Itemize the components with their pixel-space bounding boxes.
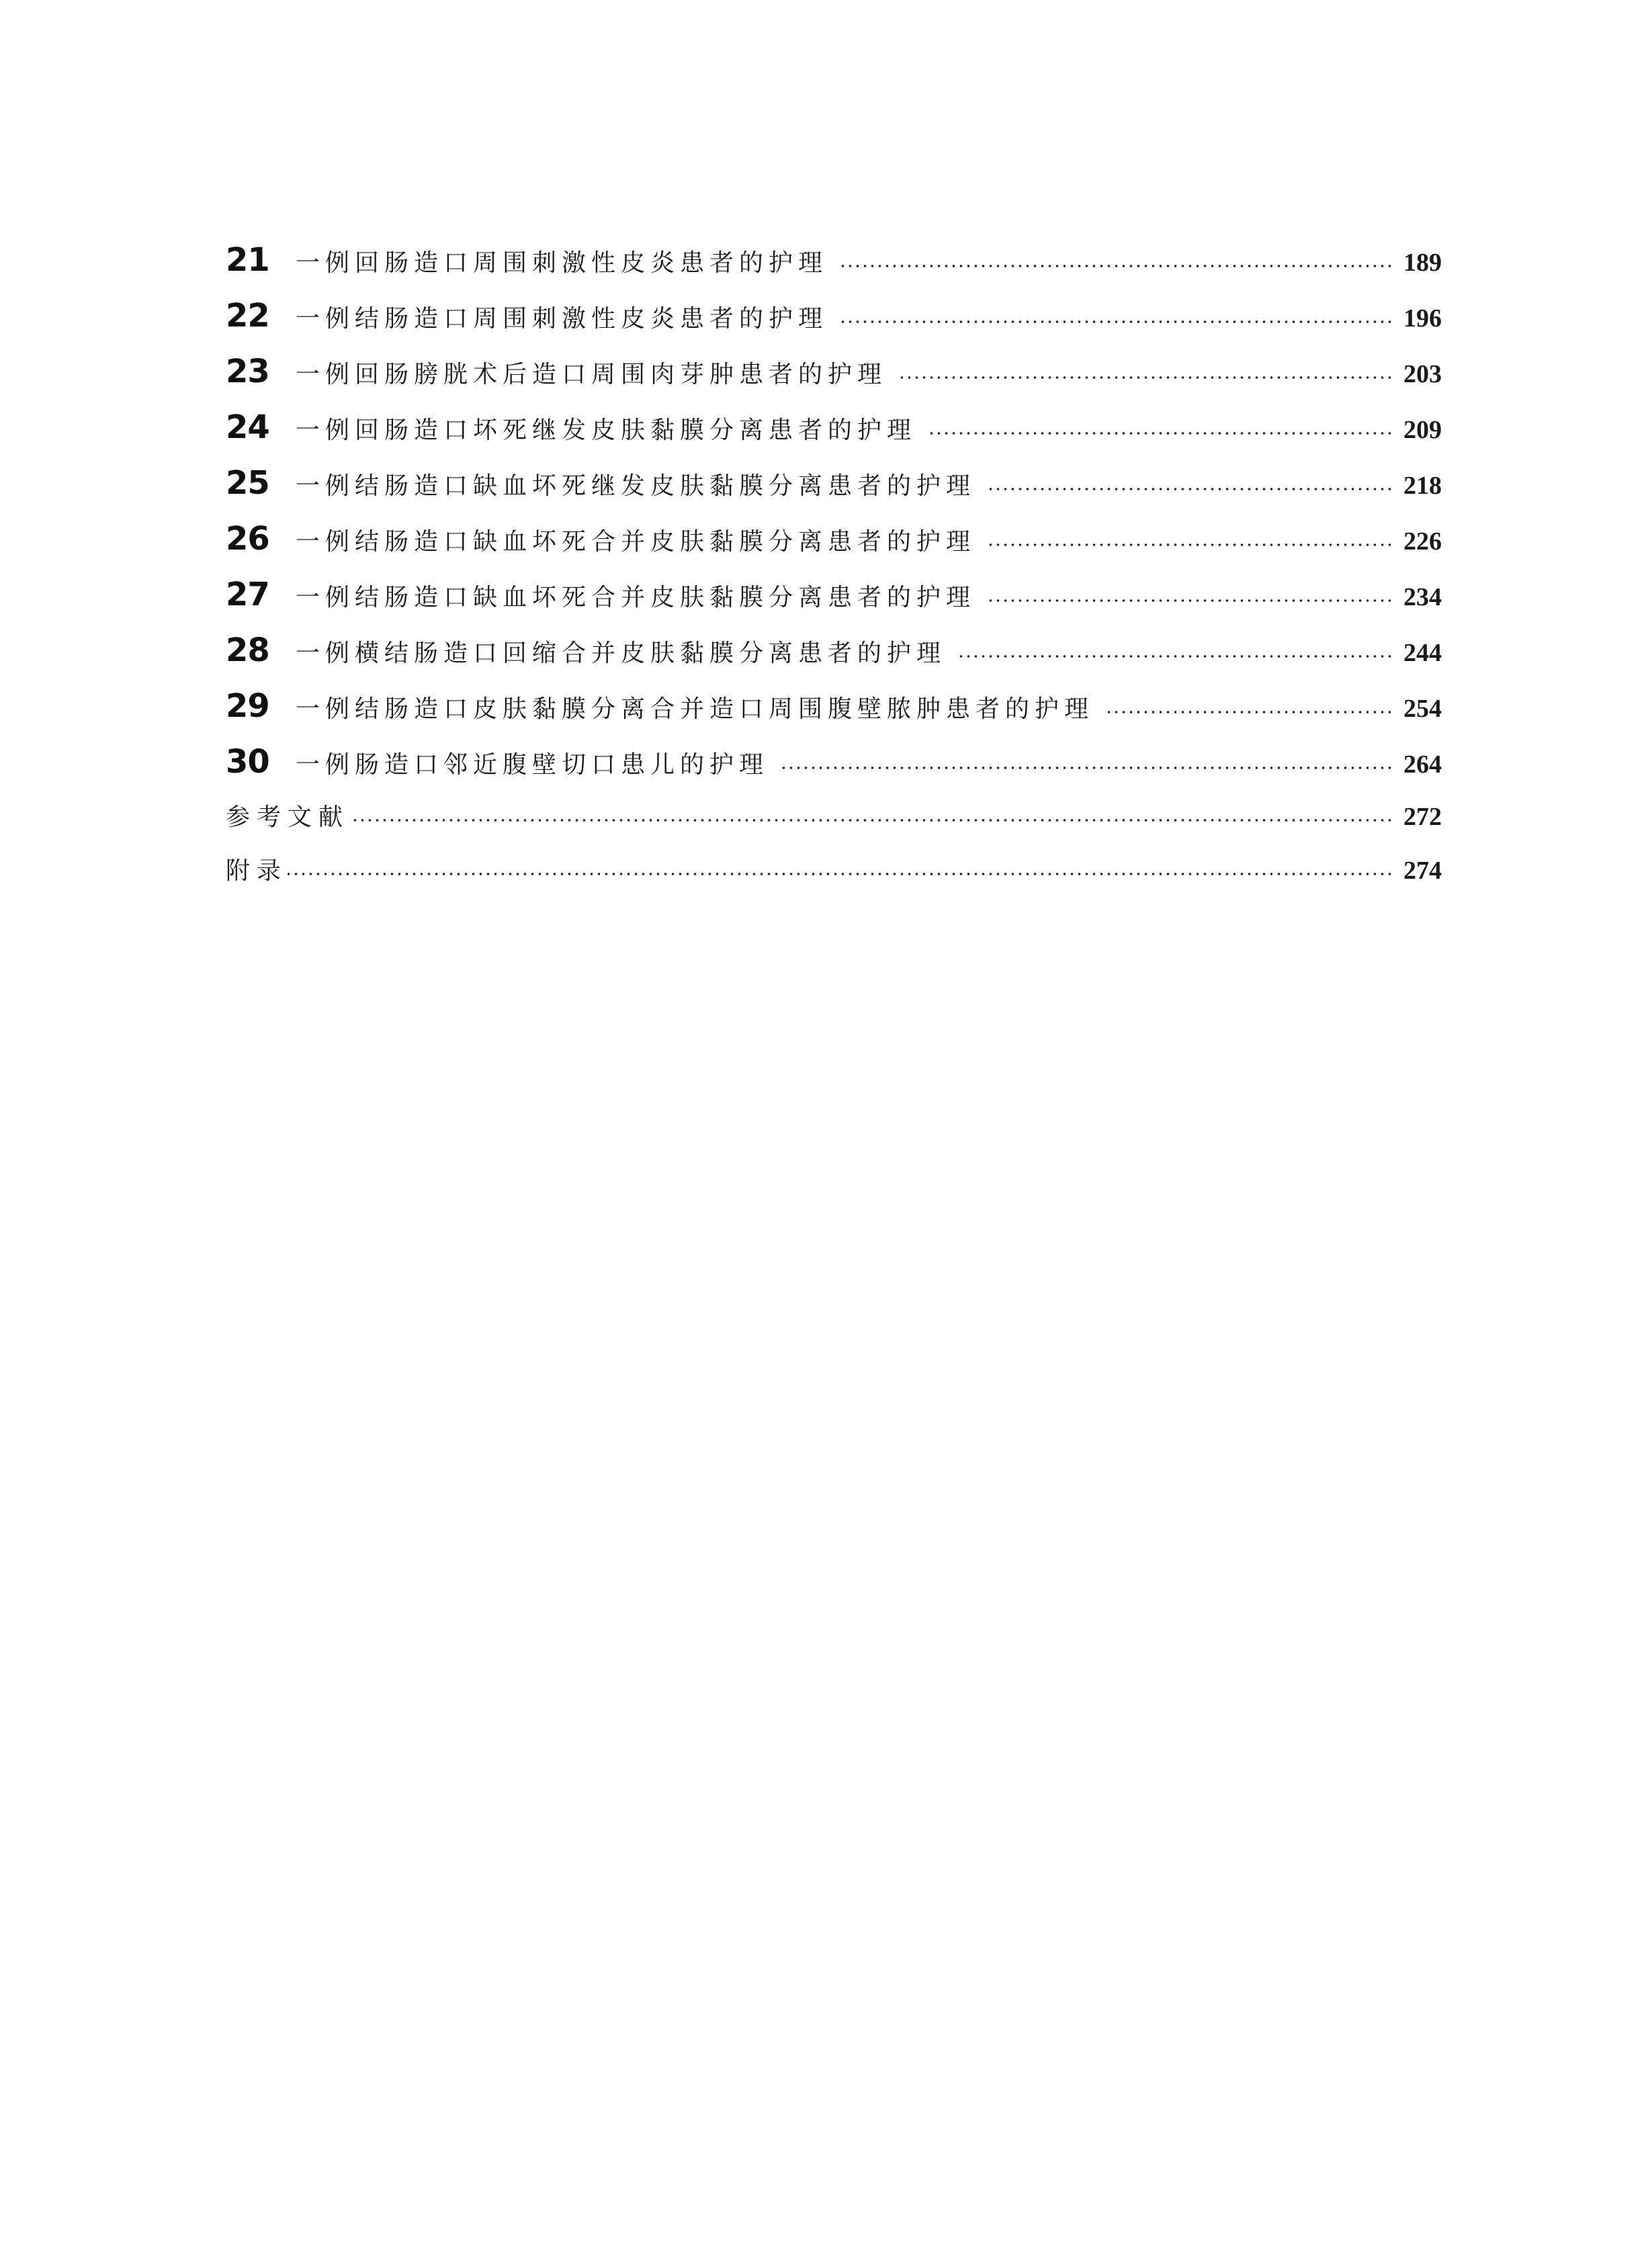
chapter-title: 一例结肠造口缺血坏死合并皮肤黏膜分离患者的护理 xyxy=(296,584,976,611)
dot-leader xyxy=(928,431,1393,435)
chapter-title: 一例回肠膀胱术后造口周围肉芽肿患者的护理 xyxy=(296,361,887,388)
dot-leader xyxy=(988,599,1393,603)
dot-leader xyxy=(1106,710,1393,714)
chapter-title: 一例结肠造口缺血坏死合并皮肤黏膜分离患者的护理 xyxy=(296,528,976,556)
page-number: 274 xyxy=(1403,857,1442,885)
chapter-title: 一例回肠造口周围刺激性皮炎患者的护理 xyxy=(296,249,828,277)
chapter-title: 一例回肠造口坏死继发皮肤黏膜分离患者的护理 xyxy=(296,417,917,444)
toc-entry-22[interactable] xyxy=(226,288,1442,344)
page-number: 218 xyxy=(1403,472,1442,500)
table-of-contents xyxy=(226,232,1442,898)
page-number: 272 xyxy=(1403,803,1442,831)
page-number: 226 xyxy=(1403,527,1442,556)
page-number: 244 xyxy=(1403,639,1442,667)
page-number: 189 xyxy=(1403,249,1442,277)
toc-entry-references[interactable] xyxy=(226,790,1442,844)
page-number: 254 xyxy=(1403,695,1442,723)
dot-leader xyxy=(899,376,1393,380)
dot-leader xyxy=(988,543,1393,547)
chapter-title: 一例横结肠造口回缩合并皮肤黏膜分离患者的护理 xyxy=(296,640,947,667)
toc-entry-23[interactable] xyxy=(226,344,1442,400)
toc-entry-30[interactable] xyxy=(226,734,1442,790)
dot-leader xyxy=(781,766,1393,770)
toc-entry-28[interactable] xyxy=(226,623,1442,679)
chapter-title: 一例肠造口邻近腹壁切口患儿的护理 xyxy=(296,751,769,779)
chapter-number: 24 xyxy=(226,408,269,446)
chapter-number: 28 xyxy=(226,631,269,669)
toc-entry-24[interactable] xyxy=(226,400,1442,455)
page-number: 196 xyxy=(1403,304,1442,333)
dot-leader xyxy=(988,487,1393,491)
dot-leader xyxy=(958,654,1393,658)
toc-entry-appendix[interactable] xyxy=(226,844,1442,898)
toc-entry-25[interactable] xyxy=(226,455,1442,511)
chapter-number: 26 xyxy=(226,520,269,558)
dot-leader xyxy=(349,818,1393,822)
page-number: 264 xyxy=(1403,750,1442,779)
chapter-number: 29 xyxy=(226,687,269,725)
page-number: 203 xyxy=(1403,360,1442,388)
chapter-title: 一例结肠造口皮肤黏膜分离合并造口周围腹壁脓肿患者的护理 xyxy=(296,695,1094,723)
chapter-number: 27 xyxy=(226,576,269,613)
chapter-title: 一例结肠造口缺血坏死继发皮肤黏膜分离患者的护理 xyxy=(296,472,976,500)
chapter-number: 30 xyxy=(226,743,269,781)
toc-entry-27[interactable] xyxy=(226,567,1442,623)
toc-entry-29[interactable] xyxy=(226,679,1442,734)
section-title: 参考文献 xyxy=(226,803,350,831)
dot-leader xyxy=(840,264,1393,268)
section-title: 附录 xyxy=(226,857,288,885)
page-number: 234 xyxy=(1403,583,1442,611)
chapter-title: 一例结肠造口周围刺激性皮炎患者的护理 xyxy=(296,305,828,333)
dot-leader xyxy=(840,320,1393,324)
page-number: 209 xyxy=(1403,416,1442,444)
toc-entry-26[interactable] xyxy=(226,511,1442,567)
chapter-number: 25 xyxy=(226,464,269,502)
chapter-number: 23 xyxy=(226,353,269,390)
dot-leader xyxy=(288,872,1393,876)
chapter-number: 21 xyxy=(226,241,269,279)
toc-entry-21[interactable] xyxy=(226,232,1442,288)
chapter-number: 22 xyxy=(226,297,269,335)
